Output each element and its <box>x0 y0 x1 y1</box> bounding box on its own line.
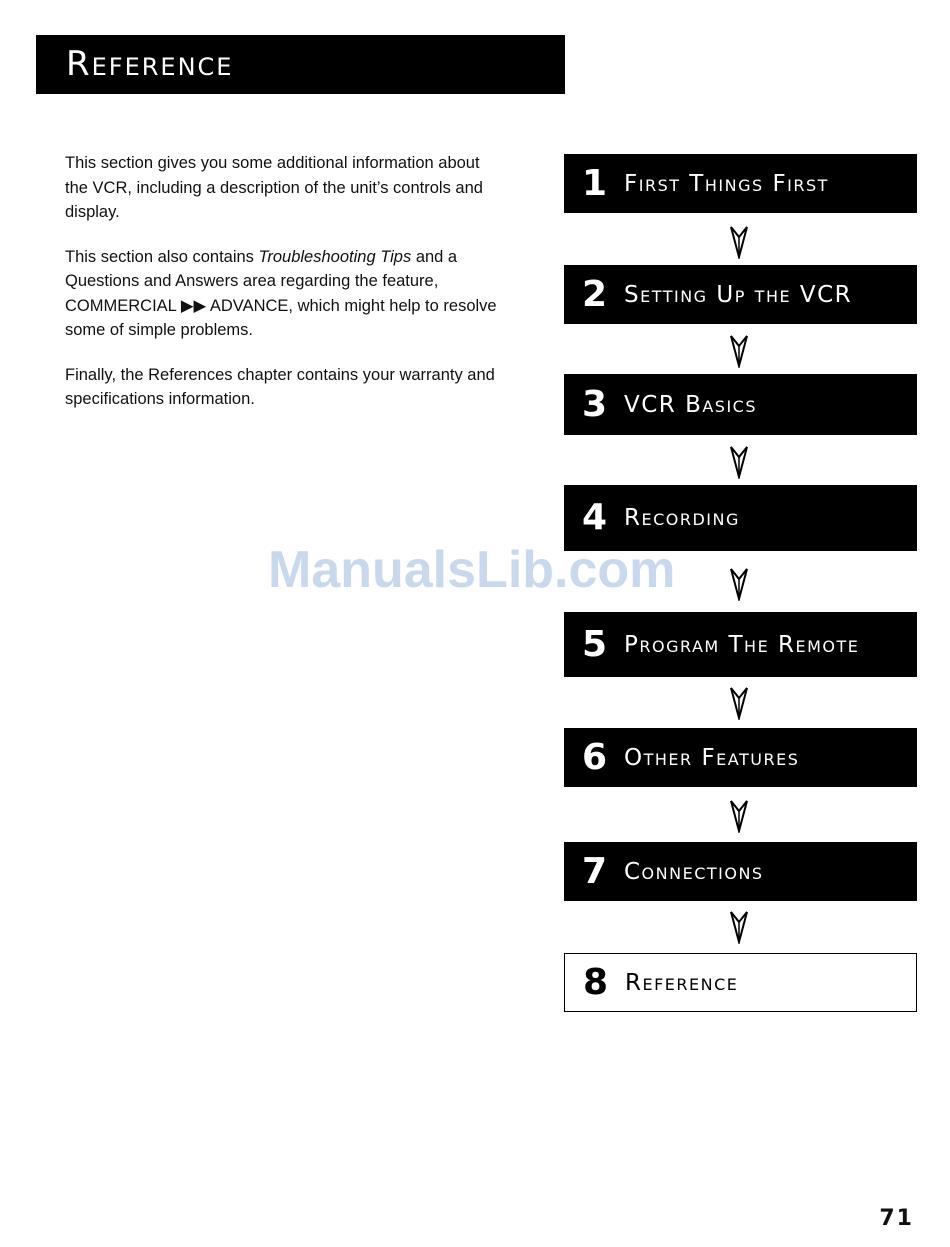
page-number: 71 <box>879 1206 914 1231</box>
chapter-5-box[interactable] <box>564 612 917 677</box>
chapter-number: 1 <box>582 162 608 204</box>
chapter-number: 6 <box>582 736 608 778</box>
chapter-number: 5 <box>582 623 608 665</box>
intro-paragraph-2-start: This section also contains <box>65 247 259 266</box>
section-title: Reference <box>66 44 234 84</box>
chapter-number: 3 <box>582 383 608 425</box>
intro-paragraph-2 <box>65 245 505 343</box>
arrow-down-icon <box>729 445 749 479</box>
watermark-text: ManualsLib.com <box>268 541 676 599</box>
chapter-2-box[interactable] <box>564 265 917 324</box>
chapter-3-box[interactable] <box>564 374 917 435</box>
chapter-number: 4 <box>582 497 608 538</box>
section-header-bar <box>36 35 565 94</box>
chapter-1-box[interactable] <box>564 154 917 213</box>
chapter-number: 2 <box>582 273 608 315</box>
chapter-number: 7 <box>582 850 608 892</box>
chapter-label: VCR Basics <box>624 391 758 418</box>
chapter-label: Connections <box>624 858 764 885</box>
chapter-label: Recording <box>624 505 740 531</box>
intro-paragraph-3: Finally, the References chapter contains your warranty and specifications information. <box>65 365 495 408</box>
arrow-down-icon <box>729 799 749 833</box>
intro-paragraph-1: This section gives you some additional information about the VCR, including a description of the unit’s controls and display. <box>65 154 483 221</box>
arrow-down-icon <box>729 686 749 720</box>
chapter-label: First Things First <box>624 170 829 197</box>
arrow-down-icon <box>729 567 749 601</box>
intro-text <box>65 151 505 432</box>
arrow-down-icon <box>729 225 749 259</box>
intro-paragraph-2-end: and a Questions and Answers area regarding the feature, COMMERCIAL ▶▶ ADVANCE, which might help to resolve some of simple problems. <box>65 247 497 339</box>
arrow-down-icon <box>729 910 749 944</box>
chapter-number: 8 <box>583 961 609 1003</box>
chapter-label: Other Features <box>624 744 800 771</box>
arrow-down-icon <box>729 334 749 368</box>
chapter-8-box-current[interactable] <box>564 953 917 1012</box>
troubleshooting-tips-term: Troubleshooting Tips <box>258 247 412 266</box>
chapter-6-box[interactable] <box>564 728 917 787</box>
chapter-label: Setting Up the VCR <box>624 281 853 308</box>
chapter-label: Program The Remote <box>624 631 860 658</box>
chapter-7-box[interactable] <box>564 842 917 901</box>
chapter-label: Reference <box>625 969 739 996</box>
